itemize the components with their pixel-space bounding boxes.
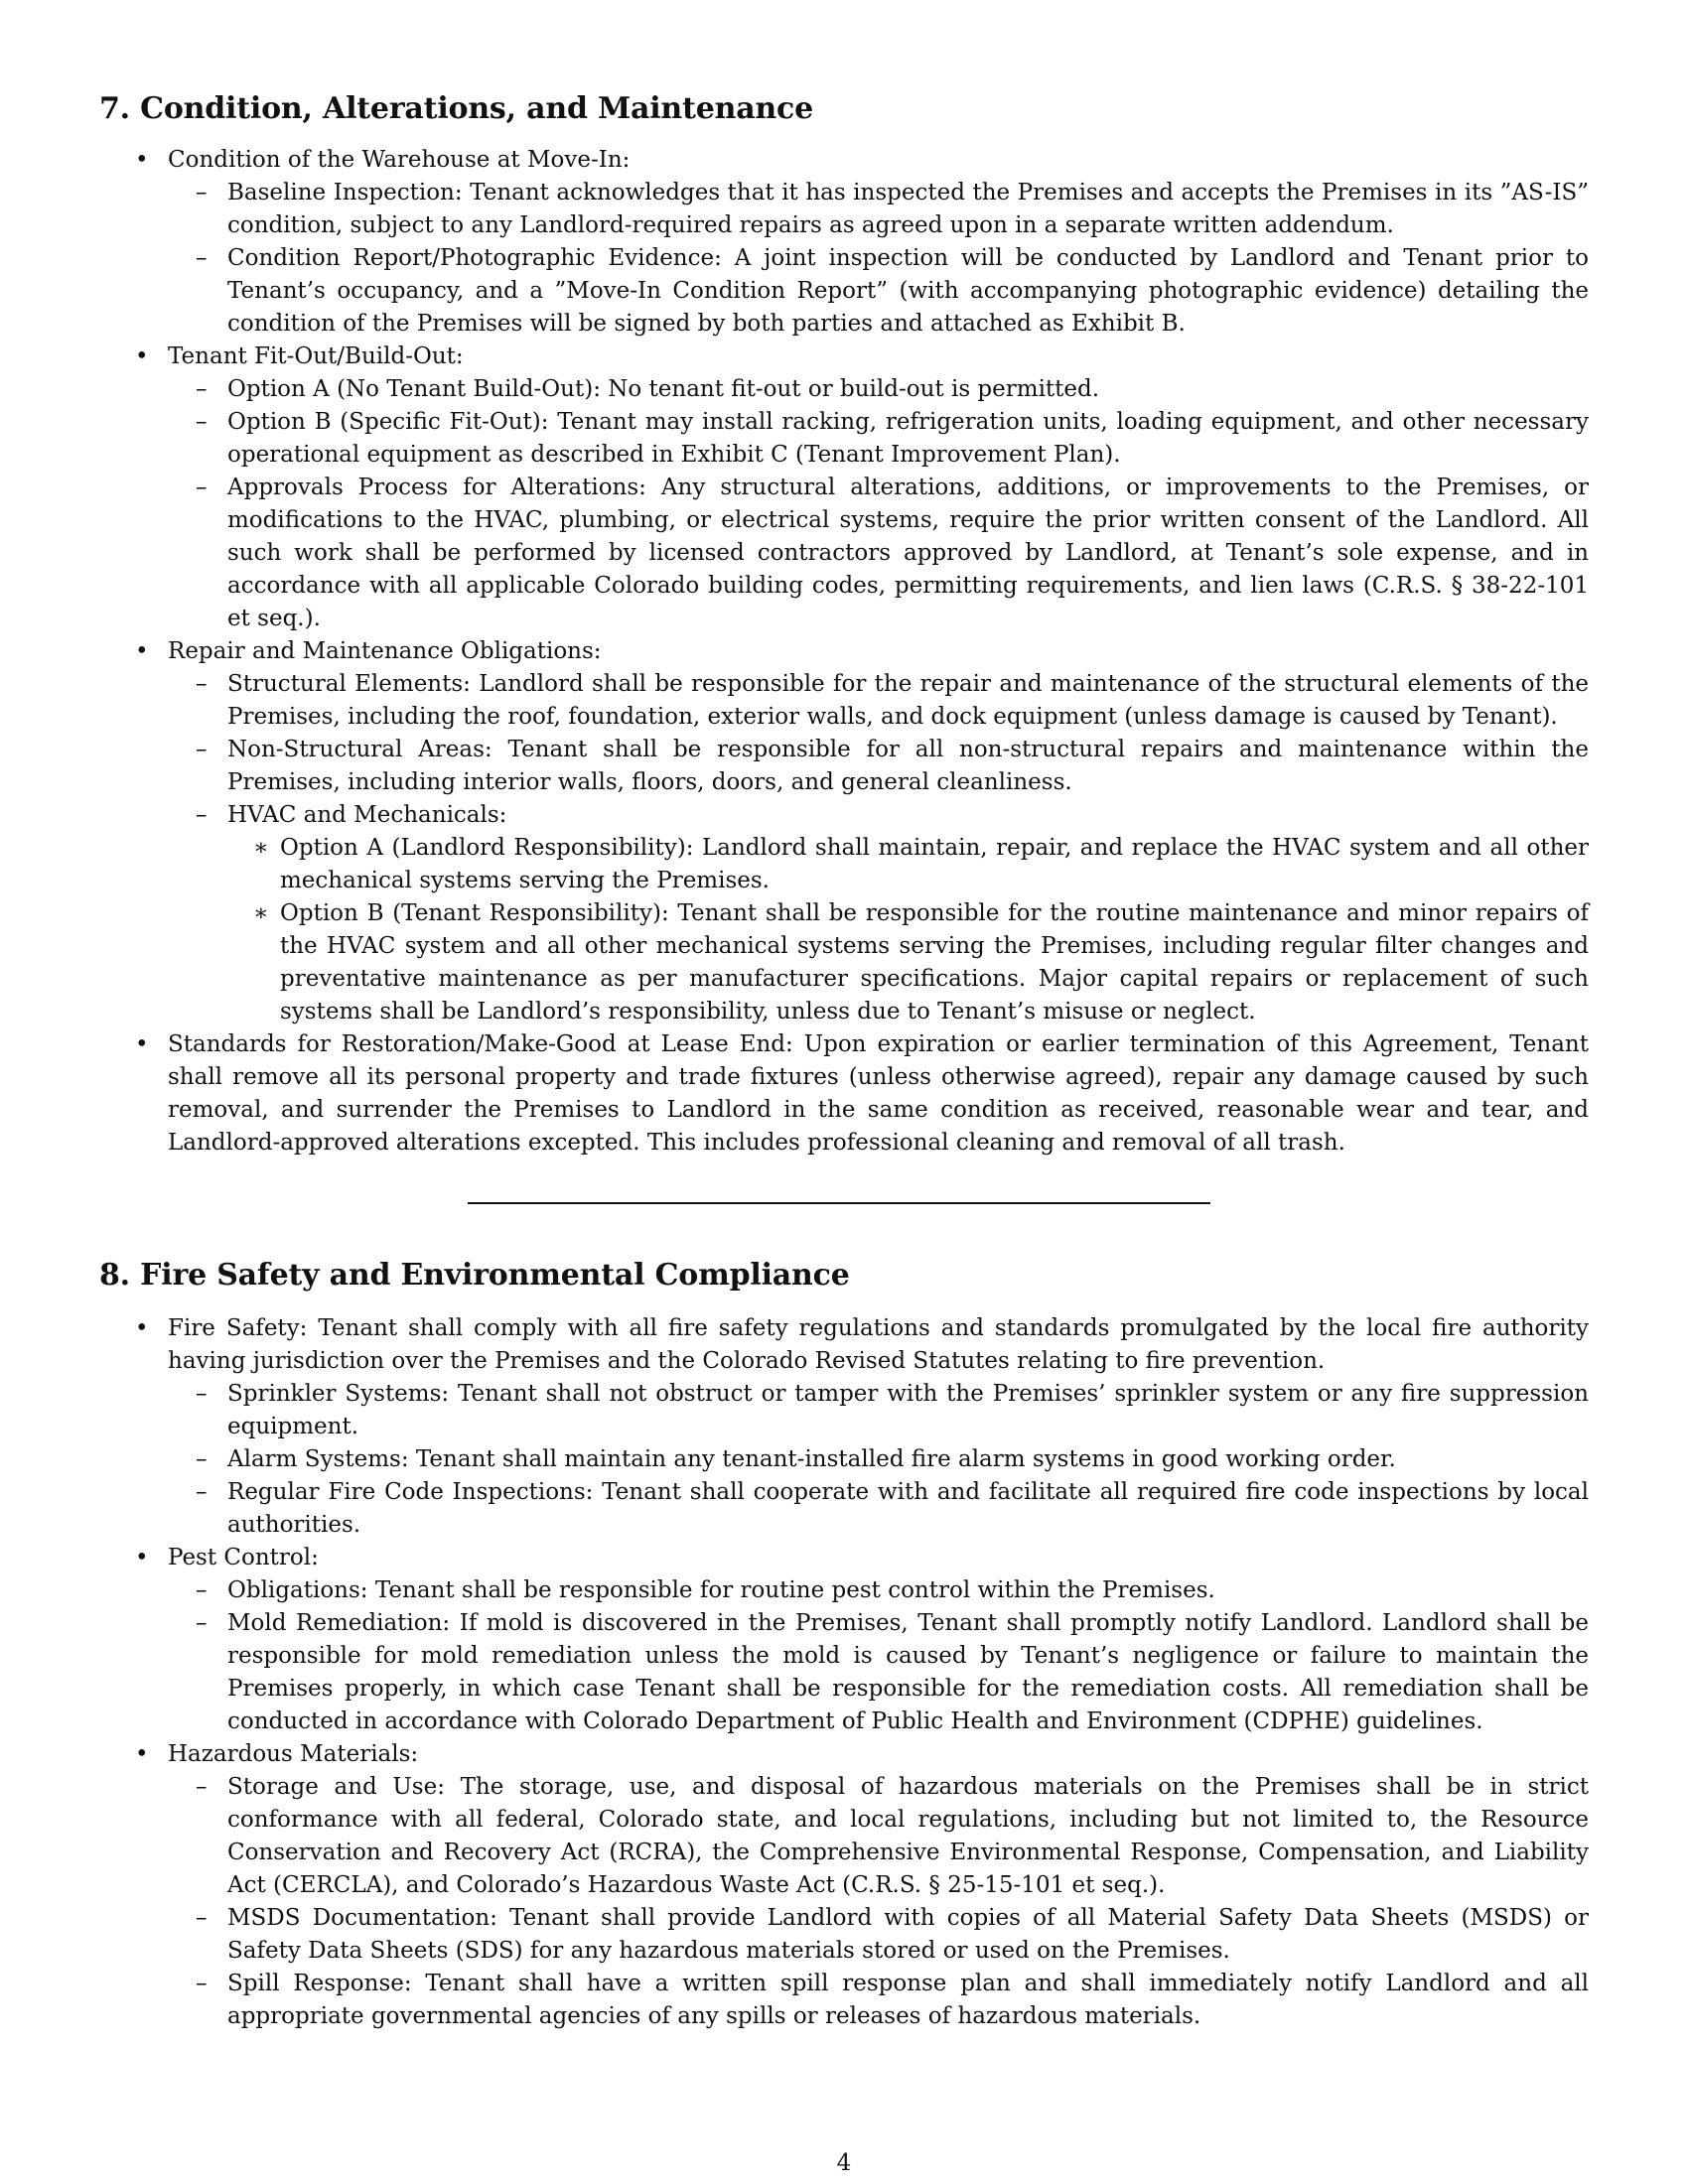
list-item	[99, 1542, 1589, 1738]
sub-item: – Condition Report/Photographic Evidence: A joint inspection will be conducted by Landlord and Tenant prior to Tenant’s occupancy, and a ”Move-In Condition Report” (with accompanying photographic evidence) detailing the condition of the Premises will be signed by both parties and attached as Exhibit B.	[168, 242, 1589, 341]
list-item: • Standards for Restoration/Make-Good at Lease End: Upon expiration or earlier termination of this Agreement, Tenant shall remove all its personal property and trade fixtures (unless otherwise agreed), repair any damage caused by such removal, and surrender the Premises to Landlord in the same condition as received, reasonable wear and tear, and Landlord-approved alterations excepted. This includes professional cleaning and removal of all trash.	[99, 1028, 1589, 1160]
subsub-item: ∗ Option A (Landlord Responsibility): Landlord shall maintain, repair, and replace the HVAC system and all other mechanical systems serving the Premises.	[227, 832, 1589, 897]
sub-item: – Alarm Systems: Tenant shall maintain any tenant-installed fire alarm systems in good working order.	[168, 1443, 1589, 1476]
section-8	[99, 1258, 1589, 2033]
sub-item: – MSDS Documentation: Tenant shall provide Landlord with copies of all Material Safety Data Sheets (MSDS) or Safety Data Sheets (SDS) for any hazardous materials stored or used on the Premises.	[168, 1902, 1589, 1968]
list-item	[99, 1312, 1589, 1542]
section-title: 7. Condition, Alterations, and Maintenance	[99, 91, 813, 126]
item-text: Repair and Maintenance Obligations:	[168, 638, 602, 664]
item-text: Tenant Fit-Out/Build-Out:	[168, 343, 464, 369]
sub-item-text: HVAC and Mechanicals:	[227, 802, 507, 828]
subsub-item: ∗ Option B (Tenant Responsibility): Tenant shall be responsible for the routine maintenance and minor repairs of the HVAC system and all other mechanical systems serving the Premises, including regular filter changes and preventative maintenance as per manufacturer specifications. Major capital repairs or replacement of such systems shall be Landlord’s responsibility, unless due to Tenant’s misuse or neglect.	[227, 897, 1589, 1028]
bullet-list	[99, 1312, 1589, 2033]
sub-list	[168, 1574, 1589, 1738]
sub-list	[168, 177, 1589, 341]
section-divider	[468, 1202, 1210, 1204]
sub-list	[168, 1378, 1589, 1542]
bullet-list	[99, 144, 1589, 1160]
sub-item: – Regular Fire Code Inspections: Tenant shall cooperate with and facilitate all required fire code inspections by local authorities.	[168, 1476, 1589, 1542]
sub-item: – Mold Remediation: If mold is discovered in the Premises, Tenant shall promptly notify Landlord. Landlord shall be responsible for mold remediation unless the mold is caused by Tenant’s negligence or failure to maintain the Premises properly, in which case Tenant shall be responsible for the remediation costs. All remediation shall be conducted in accordance with Colorado Department of Public Health and Environment (CDPHE) guidelines.	[168, 1607, 1589, 1738]
list-item	[99, 635, 1589, 1028]
sub-item: – Structural Elements: Landlord shall be responsible for the repair and maintenance of the structural elements of the Premises, including the roof, foundation, exterior walls, and dock equipment (unless damage is caused by Tenant).	[168, 668, 1589, 734]
sub-item: – Sprinkler Systems: Tenant shall not obstruct or tamper with the Premises’ sprinkler system or any fire suppression equipment.	[168, 1378, 1589, 1443]
item-text: Condition of the Warehouse at Move-In:	[168, 147, 631, 173]
section-7	[99, 91, 1589, 1160]
item-text: Hazardous Materials:	[168, 1741, 419, 1767]
page-content	[99, 91, 1589, 2033]
sub-item: – Option A (No Tenant Build-Out): No tenant fit-out or build-out is permitted.	[168, 373, 1589, 406]
sub-item: – Spill Response: Tenant shall have a written spill response plan and shall immediately notify Landlord and all appropriate governmental agencies of any spills or releases of hazardous materials.	[168, 1968, 1589, 2033]
sub-item	[168, 799, 1589, 1028]
sub-list	[168, 668, 1589, 1028]
sub-item: – Option B (Specific Fit-Out): Tenant may install racking, refrigeration units, loading equipment, and other necessary operational equipment as described in Exhibit C (Tenant Improvement Plan).	[168, 406, 1589, 472]
subsub-list	[227, 832, 1589, 1028]
list-item	[99, 341, 1589, 635]
sub-item: – Baseline Inspection: Tenant acknowledges that it has inspected the Premises and accepts the Premises in its ”AS-IS” condition, subject to any Landlord-required repairs as agreed upon in a separate written addendum.	[168, 177, 1589, 242]
sub-item: – Non-Structural Areas: Tenant shall be responsible for all non-structural repairs and maintenance within the Premises, including interior walls, floors, doors, and general cleanliness.	[168, 734, 1589, 799]
item-text: Fire Safety: Tenant shall comply with all fire safety regulations and standards promulgated by the local fire authority having jurisdiction over the Premises and the Colorado Revised Statutes relating to fire prevention.	[168, 1315, 1589, 1374]
page-number: 4	[836, 2150, 852, 2176]
list-item	[99, 144, 1589, 341]
list-item	[99, 1738, 1589, 2033]
sub-item: – Storage and Use: The storage, use, and disposal of hazardous materials on the Premises shall be in strict conformance with all federal, Colorado state, and local regulations, including but not limited to, the Resource Conservation and Recovery Act (RCRA), the Comprehensive Environmental Response, Compensation, and Liability Act (CERCLA), and Colorado’s Hazardous Waste Act (C.R.S. § 25-15-101 et seq.).	[168, 1771, 1589, 1902]
item-text: Pest Control:	[168, 1545, 319, 1570]
sub-list	[168, 373, 1589, 635]
section-title: 8. Fire Safety and Environmental Compliance	[99, 1258, 850, 1293]
sub-item: – Obligations: Tenant shall be responsible for routine pest control within the Premises.	[168, 1574, 1589, 1607]
sub-item: – Approvals Process for Alterations: Any structural alterations, additions, or improvements to the Premises, or modifications to the HVAC, plumbing, or electrical systems, require the prior written consent of the Landlord. All such work shall be performed by licensed contractors approved by Landlord, at Tenant’s sole expense, and in accordance with all applicable Colorado building codes, permitting requirements, and lien laws (C.R.S. § 38-22-101 et seq.).	[168, 472, 1589, 635]
sub-list	[168, 1771, 1589, 2033]
